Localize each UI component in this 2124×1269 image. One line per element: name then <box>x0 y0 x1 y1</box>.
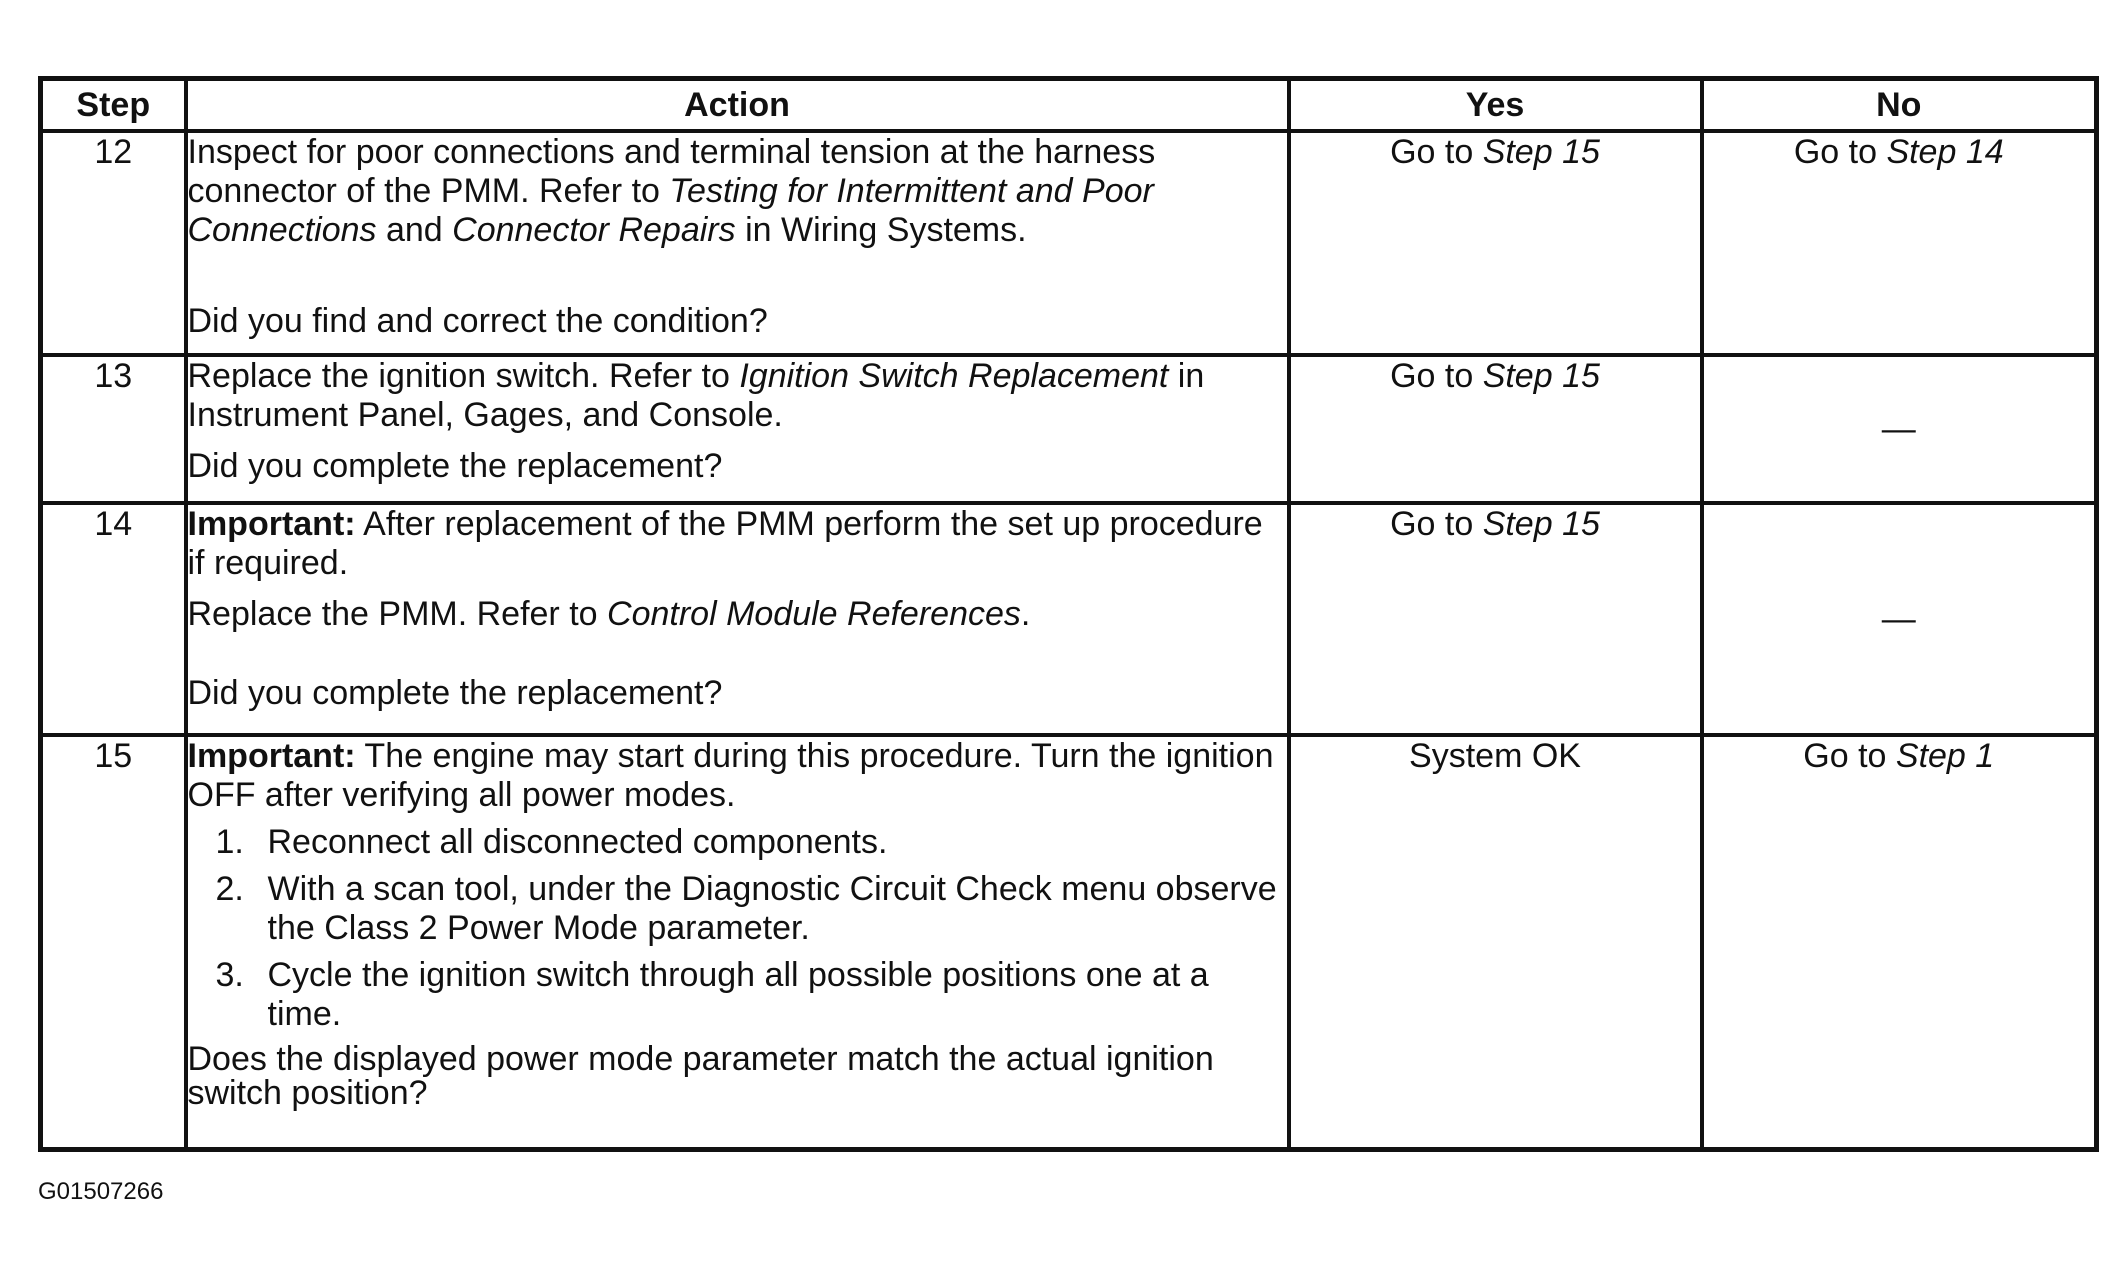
action-cell <box>186 355 1289 503</box>
reference-link-text: Connector Repairs <box>452 211 736 249</box>
no-cell <box>1702 355 2097 503</box>
yes-cell <box>1289 735 1702 1149</box>
reference-link-text: Ignition Switch Replacement <box>739 357 1169 395</box>
yes-prefix: Go to <box>1390 357 1483 395</box>
procedure-list <box>188 823 1287 1034</box>
no-cell <box>1702 503 2097 735</box>
yes-prefix: Go to <box>1390 505 1483 543</box>
list-item <box>188 956 1287 1034</box>
yes-cell <box>1289 131 1702 355</box>
list-number: 2. <box>215 870 244 908</box>
step-number: 15 <box>41 735 186 1149</box>
header-action: Action <box>186 79 1289 132</box>
header-row <box>41 79 2097 132</box>
table-row <box>41 355 2097 503</box>
step-number: 12 <box>41 131 186 355</box>
question-text: Did you find and correct the condition? <box>187 302 768 340</box>
reference-link-text: Control Module References <box>607 595 1021 633</box>
important-label: Important: <box>187 737 356 775</box>
no-cell <box>1702 131 2097 355</box>
no-prefix: Go to <box>1803 737 1896 775</box>
action-text: Replace the PMM. Refer to <box>187 595 608 633</box>
yes-step-ref: Step 15 <box>1482 133 1600 171</box>
yes-step-ref: Step 15 <box>1482 357 1600 395</box>
figure-id: G01507266 <box>38 1178 164 1205</box>
question-text: Does the displayed power mode parameter match the actual ignition switch position? <box>187 1040 1214 1112</box>
header-no: No <box>1702 79 2097 132</box>
yes-result: System OK <box>1409 737 1581 775</box>
step-number: 13 <box>41 355 186 503</box>
no-dash: — <box>1881 409 1916 448</box>
step-number: 14 <box>41 503 186 735</box>
yes-cell <box>1289 503 1702 735</box>
table-row <box>41 503 2097 735</box>
no-prefix: Go to <box>1793 133 1887 171</box>
question-text: Did you complete the replacement? <box>187 447 723 485</box>
action-text: in Wiring Systems. <box>735 211 1027 249</box>
yes-step-ref: Step 15 <box>1482 505 1600 543</box>
reference-link-text: Testing for Intermittent and Poor Connections <box>187 172 1154 249</box>
list-item <box>188 870 1287 948</box>
important-text: The engine may start during this procedure. Turn the ignition OFF after verifying all power modes. <box>187 737 1274 814</box>
action-cell <box>186 131 1289 355</box>
table-row <box>41 735 2097 1149</box>
no-step-ref: Step 14 <box>1886 133 2004 171</box>
diagnostic-table <box>38 76 2099 1152</box>
list-text: Cycle the ignition switch through all possible positions one at a time. <box>267 956 1209 1033</box>
important-label: Important: <box>187 505 356 543</box>
list-text: With a scan tool, under the Diagnostic Circuit Check menu observe the Class 2 Power Mode parameter. <box>267 870 1277 947</box>
action-cell <box>186 503 1289 735</box>
list-item <box>188 823 1287 862</box>
list-number: 3. <box>215 956 244 994</box>
action-text: . <box>1020 595 1031 633</box>
important-text: After replacement of the PMM perform the set up procedure if required. <box>187 505 1263 582</box>
no-step-ref: Step 1 <box>1895 737 1995 775</box>
header-step: Step <box>41 79 186 132</box>
action-text: in Instrument Panel, Gages, and Console. <box>187 357 1205 434</box>
yes-cell <box>1289 355 1702 503</box>
list-number: 1. <box>215 823 244 861</box>
no-dash: — <box>1881 599 1916 638</box>
table-row <box>41 131 2097 355</box>
action-text: Replace the ignition switch. Refer to <box>187 357 740 395</box>
question-text: Did you complete the replacement? <box>187 674 723 712</box>
action-cell <box>186 735 1289 1149</box>
yes-prefix: Go to <box>1390 133 1483 171</box>
action-text: Inspect for poor connections and terminal tension at the harness connector of the PMM. Refer to <box>187 133 1156 210</box>
action-text: and <box>376 211 453 249</box>
list-text: Reconnect all disconnected components. <box>267 823 888 861</box>
no-cell <box>1702 735 2097 1149</box>
header-yes: Yes <box>1289 79 1702 132</box>
